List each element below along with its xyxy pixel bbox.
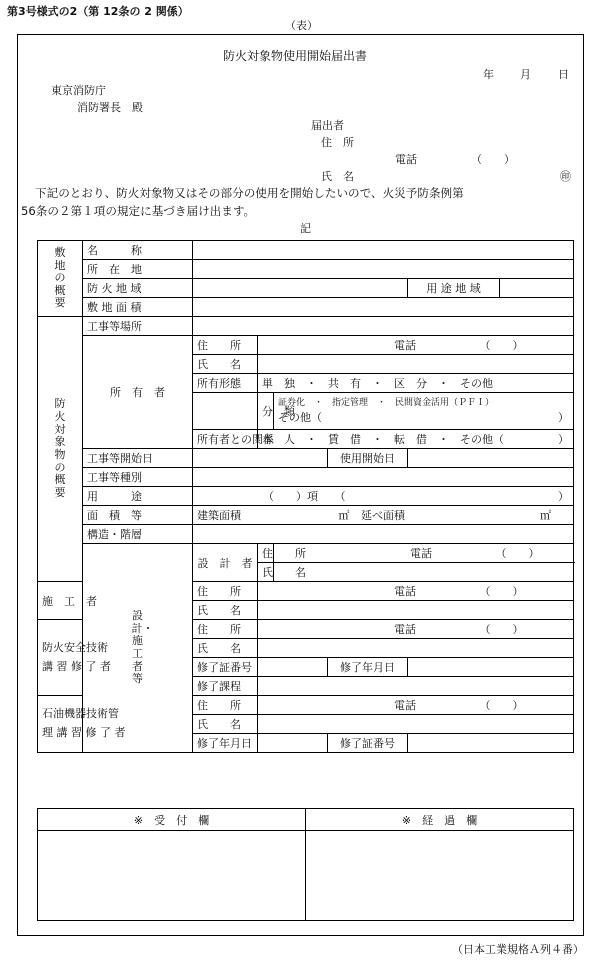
use-zone-label: 用 途 地 域 (408, 279, 500, 298)
owner-phone-paren: （ ） (479, 339, 524, 352)
site-name-field[interactable] (193, 241, 574, 260)
work-type-label: 工事等種別 (83, 468, 193, 487)
bldg-area-unit: ㎡ (338, 509, 350, 522)
use-start-field[interactable] (408, 449, 574, 468)
oil-tech-cert-field[interactable] (408, 734, 574, 753)
oil-tech-name-label: 氏 名 (193, 715, 258, 734)
design-section-header: 設計・施工者等 (83, 544, 193, 753)
structure-field[interactable] (193, 525, 574, 544)
usage-item: （ ）項 （ (263, 490, 346, 503)
main-form-table (37, 240, 574, 753)
progress-area[interactable] (306, 831, 574, 921)
oil-tech-phone-label: 電話 (394, 699, 416, 712)
applicant-name-label: 氏 名 (321, 170, 354, 183)
usage-label: 用 途 (83, 487, 193, 506)
site-area-label: 敷 地 面 積 (83, 298, 193, 317)
jis-size-note: （日本工業規格Ａ列４番） (452, 943, 584, 956)
relation-options[interactable]: 本 人 ・ 賃 借 ・ 転 借 ・ その他（ ） (258, 430, 574, 449)
designer-label: 設 計 者 (193, 544, 258, 582)
builder-address-label: 住 所 (193, 582, 258, 601)
category-options[interactable] (274, 393, 574, 430)
oil-tech-address-field[interactable] (258, 696, 574, 715)
fire-tech-course-label: 修了課程 (193, 677, 258, 696)
areas-field[interactable] (193, 506, 574, 525)
site-area-field[interactable] (193, 298, 574, 317)
bldg-section-header: 防火対象物の概要 (38, 317, 83, 582)
areas-label: 面 積 等 (83, 506, 193, 525)
category-other[interactable]: その他（ (278, 410, 322, 424)
work-start-field[interactable] (193, 449, 328, 468)
seal-mark: ㊞ (560, 170, 571, 183)
fire-tech-address-field[interactable] (258, 620, 574, 639)
fire-tech-date-label: 修了年月日 (328, 658, 408, 677)
fire-zone-label: 防 火 地 域 (83, 279, 193, 298)
relation-close: ） (558, 433, 569, 446)
applicant-phone-label: 電話 (395, 153, 417, 166)
owner-name-label: 氏 名 (193, 355, 258, 374)
builder-phone-label: 電話 (394, 585, 416, 598)
site-location-field[interactable] (193, 260, 574, 279)
oil-tech-name-field[interactable] (258, 715, 574, 734)
addressee-agency: 東京消防庁 (51, 84, 106, 97)
oil-tech-cert-label: 修了証番号 (328, 734, 408, 753)
form-title: 防火対象物使用開始届出書 (223, 49, 368, 63)
office-use-table (37, 808, 574, 921)
oil-tech-label: 石油機器技術管 理 講 習 修 了 者 (38, 696, 83, 753)
use-start-label: 使用開始日 (328, 449, 408, 468)
category-other-close: ） (558, 410, 569, 424)
owner-label: 所 有 者 (83, 336, 193, 449)
structure-label: 構造・階層 (83, 525, 193, 544)
designer-phone-paren: （ ） (495, 547, 540, 560)
builder-phone-paren: （ ） (479, 585, 524, 598)
applicant-address-label: 住 所 (321, 136, 354, 149)
relation-label: 所有者との関係 (193, 430, 258, 449)
work-place-label: 工事等場所 (83, 317, 193, 336)
fire-tech-cert-field[interactable] (258, 658, 328, 677)
date-year: 年 (483, 68, 494, 81)
site-section-header: 敷地の概要 (38, 241, 83, 317)
builder-address-field[interactable] (258, 582, 574, 601)
designer-phone-label: 電話 (410, 547, 432, 560)
oil-tech-phone-paren: （ ） (479, 699, 524, 712)
owner-phone-label: 電話 (394, 339, 416, 352)
receipt-header: ※ 受 付 欄 (38, 809, 306, 831)
builder-label: 施 工 者 (38, 582, 83, 620)
builder-name-label: 氏 名 (193, 601, 258, 620)
owner-address-field[interactable] (258, 336, 574, 355)
work-type-field[interactable] (193, 468, 574, 487)
oil-tech-date-field[interactable] (258, 734, 328, 753)
floor-area-unit: ㎡ (540, 509, 551, 522)
designer-name-field[interactable] (274, 563, 574, 582)
floor-area-label: 延べ面積 (361, 509, 405, 522)
own-form-options[interactable]: 単 独 ・ 共 有 ・ 区 分 ・ その他 (258, 374, 574, 393)
sheet-side-label: （表） (285, 19, 318, 32)
applicant-label: 届出者 (311, 119, 344, 132)
form-number: 第3号様式の2（第 12条の 2 関係） (7, 5, 189, 18)
site-name-label: 名 称 (83, 241, 193, 260)
category-list[interactable]: 証券化 ・ 指定管理 ・ 民間資金活用（ＰＦＩ） (278, 397, 495, 408)
body-text-line2: 56条の２第１項の規定に基づき届け出ます。 (21, 204, 256, 218)
designer-address-field[interactable] (274, 544, 574, 563)
fire-tech-name-field[interactable] (258, 639, 574, 658)
owner-name-field[interactable] (258, 355, 574, 374)
date-month: 月 (520, 68, 531, 81)
oil-tech-address-label: 住 所 (193, 696, 258, 715)
owner-address-label: 住 所 (193, 336, 258, 355)
fire-tech-date-field[interactable] (408, 658, 574, 677)
body-text-line1: 下記のとおり、防火対象物又はその部分の使用を開始したいので、火災予防条例第 (35, 186, 464, 200)
addressee-chief: 消防署長 殿 (77, 101, 143, 114)
site-location-label: 所 在 地 (83, 260, 193, 279)
receipt-area[interactable] (38, 831, 306, 921)
fire-tech-phone-paren: （ ） (479, 623, 524, 636)
fire-tech-cert-label: 修了証番号 (193, 658, 258, 677)
usage-close: ） (558, 490, 569, 503)
use-zone-field[interactable] (500, 279, 574, 298)
own-form-label: 所有形態 (193, 374, 258, 393)
work-start-label: 工事等開始日 (83, 449, 193, 468)
designer-name-label: 氏 名 (258, 563, 274, 582)
fire-tech-address-label: 住 所 (193, 620, 258, 639)
category-label: 分 類 (258, 393, 274, 430)
applicant-phone-paren: （ ） (471, 153, 515, 166)
fire-tech-name-label: 氏 名 (193, 639, 258, 658)
fire-tech-course-field[interactable] (258, 677, 574, 696)
builder-name-field[interactable] (258, 601, 574, 620)
fire-zone-field[interactable] (193, 279, 408, 298)
fire-tech-phone-label: 電話 (394, 623, 416, 636)
ki-label: 記 (300, 222, 311, 235)
usage-field[interactable] (193, 487, 574, 506)
oil-tech-date-label: 修了年月日 (193, 734, 258, 753)
work-place-field[interactable] (193, 317, 574, 336)
designer-address-label: 住 所 (258, 544, 274, 563)
progress-header: ※ 経 過 欄 (306, 809, 574, 831)
bldg-area-label: 建築面積 (197, 509, 241, 522)
fire-tech-label: 防火安全技術 講 習 修 了 者 (38, 620, 83, 696)
date-day: 日 (558, 68, 569, 81)
